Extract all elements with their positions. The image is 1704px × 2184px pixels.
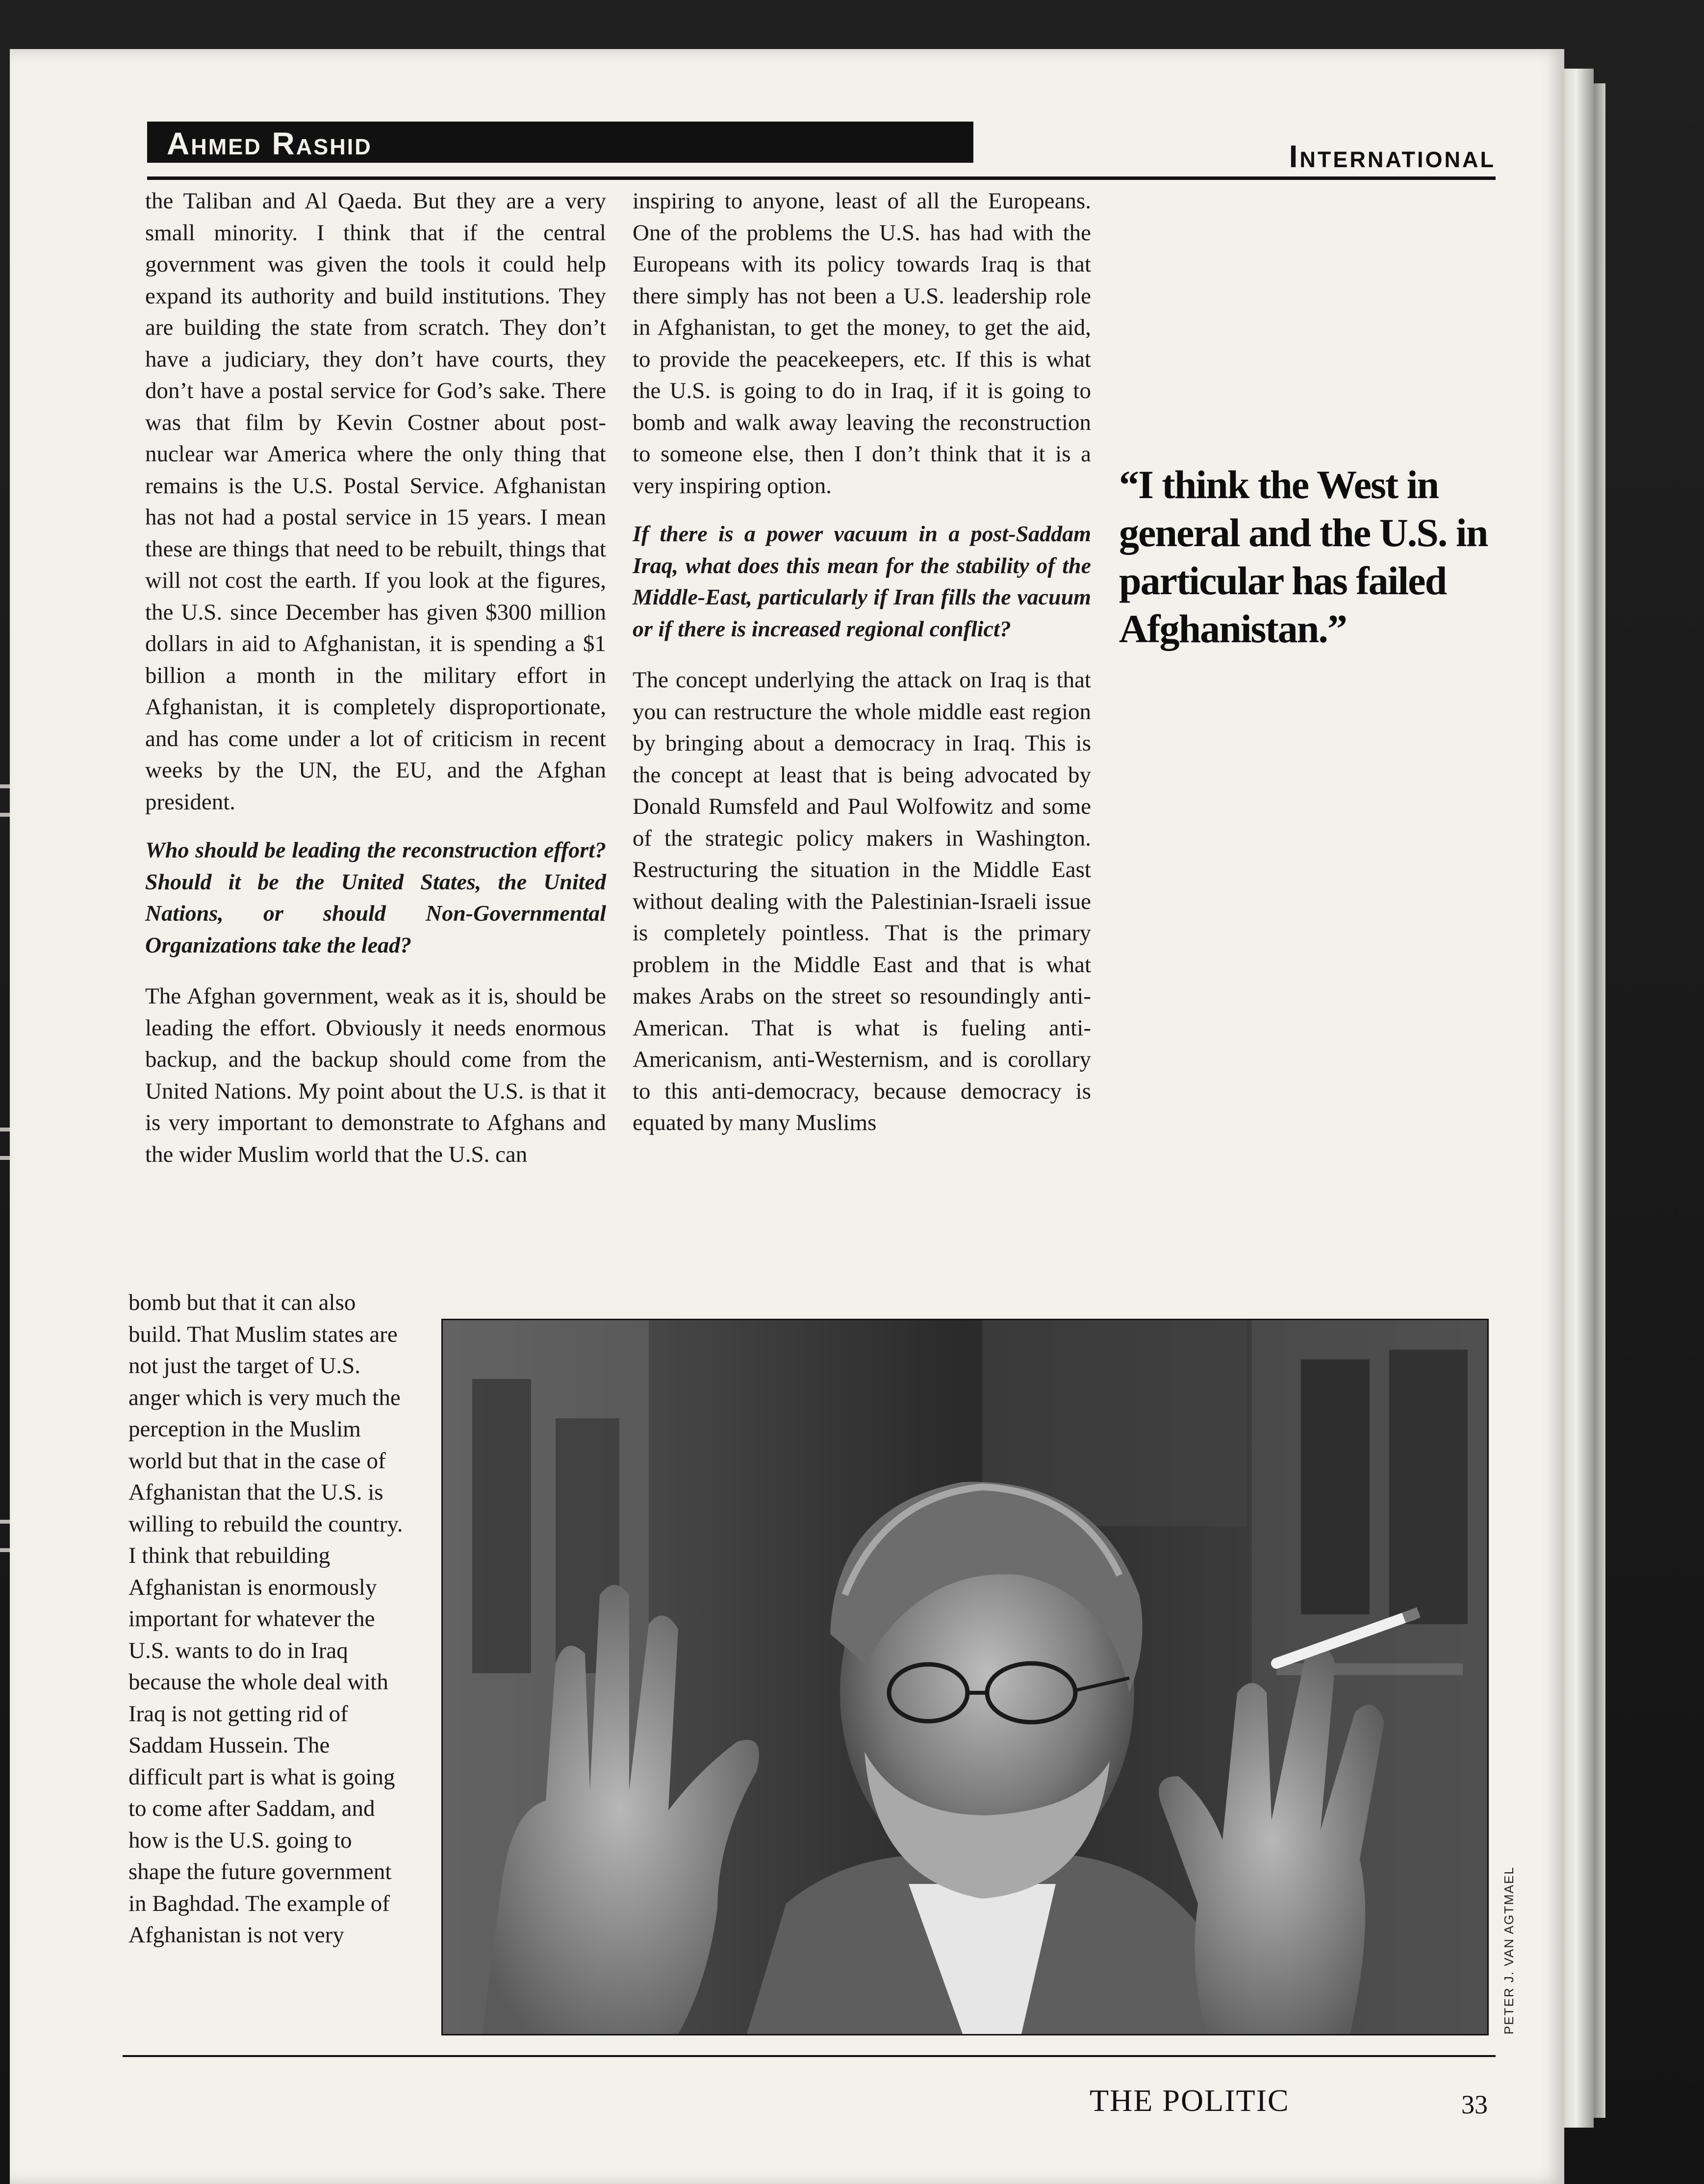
header-rule (147, 176, 1496, 180)
portrait-photo (441, 1319, 1489, 2035)
interview-question: Who should be leading the reconstruction effort? Should it be the United States, the United Nations, or should Non-Governmental Organizations take the lead? (145, 837, 606, 957)
page-edge (1564, 69, 1594, 2128)
page-number: 33 (1461, 2090, 1488, 2119)
article-paragraph: the Taliban and Al Qaeda. But they are a very small minority. I think that if the central government was given the tools it could help expand its authority and build institutions. They are building the state from scratch. They don’t have a judiciary, they don’t have courts, they don’t have a postal service for God’s sake. There was that film by Kevin Costner about post-nuclear war America where the only thing that remains is the U.S. Postal Service. Afghanistan has not had a postal service in 15 years. I mean these are things that need to be rebuilt, things that will not cost the earth. If you look at the figures, the U.S. since December has given $300 million dollars in aid to Afghanistan, it is spending a $1 billion a month in the military effort in Afghanistan, it is completely disproportionate, and has come under a lot of criticism in recent weeks by the UN, the EU, and the Afghan president. (145, 188, 606, 815)
article-paragraph: bomb but that it can also build. That Muslim states are not just the target of U.S. anger which is very much the perception in the Muslim world but that in the case of Afghanistan that the U.S. is willing to rebuild the country. I think that rebuilding Afghanistan is enormously important for whatever the U.S. wants to do in Iraq because the whole deal with Iraq is not getting rid of Saddam Hussein. The difficult part is what is going to come after Saddam, and how is the U.S. going to shape the future government in Baghdad. The example of Afghanistan is not very (128, 1290, 403, 1948)
column-1-narrow (128, 1287, 408, 1951)
author-name: Ahmed Rashid (167, 126, 372, 161)
portrait-illustration (443, 1320, 1487, 2034)
photo-credit: PETER J. VAN AGTMAEL (1501, 1866, 1516, 2034)
page-edge (1594, 83, 1605, 2118)
pull-quote: “I think the West in general and the U.S. in particular has failed Afghanistan.” (1119, 462, 1488, 651)
interview-question: If there is a power vacuum in a post-Saddam Iraq, what does this mean for the stability of the Middle-East, particularly if Iran fills the vacuum or if there is increased regional conflict? (633, 521, 1091, 641)
article-paragraph: The concept underlying the attack on Iraq is that you can restructure the whole middle east region by bringing about a democracy in Iraq. This is the concept at least that is being advocated by Donald Rumsfeld and Paul Wolfowitz and some of the strategic policy makers in Washington. Restructuring the situation in the Middle East without dealing with the Palestinian-Israeli issue is completely pointless. That is the primary problem in the Middle East and that is what makes Arabs on the street so resoundingly anti-American. That is what is fueling anti-Americanism, anti-Westernism, and is corollary to this anti-democracy, because democracy is equated by many Muslims (633, 667, 1091, 1135)
publication-name: THE POLITIC (1090, 2083, 1290, 2118)
column-2 (633, 185, 1091, 1139)
section-title: International (1289, 139, 1496, 174)
footer-rule (123, 2055, 1496, 2057)
article-paragraph: inspiring to anyone, least of all the Europeans. One of the problems the U.S. has had with the Europeans with its policy towards Iraq is that there simply has not been a U.S. leadership role in Afghanistan, to get the money, to get the aid, to provide the peacekeepers, etc. If this is what the U.S. is going to do in Iraq, if it is going to bomb and walk away leaving the reconstruction to someone else, then I don’t think that it is a very inspiring option. (633, 188, 1091, 499)
article-paragraph: The Afghan government, weak as it is, should be leading the effort. Obviously it needs enormous backup, and the backup should come from the United Nations. My point about the U.S. is that it is very important to demonstrate to Afghans and the wider Muslim world that the U.S. can (145, 983, 606, 1167)
column-1-top (145, 185, 606, 1170)
